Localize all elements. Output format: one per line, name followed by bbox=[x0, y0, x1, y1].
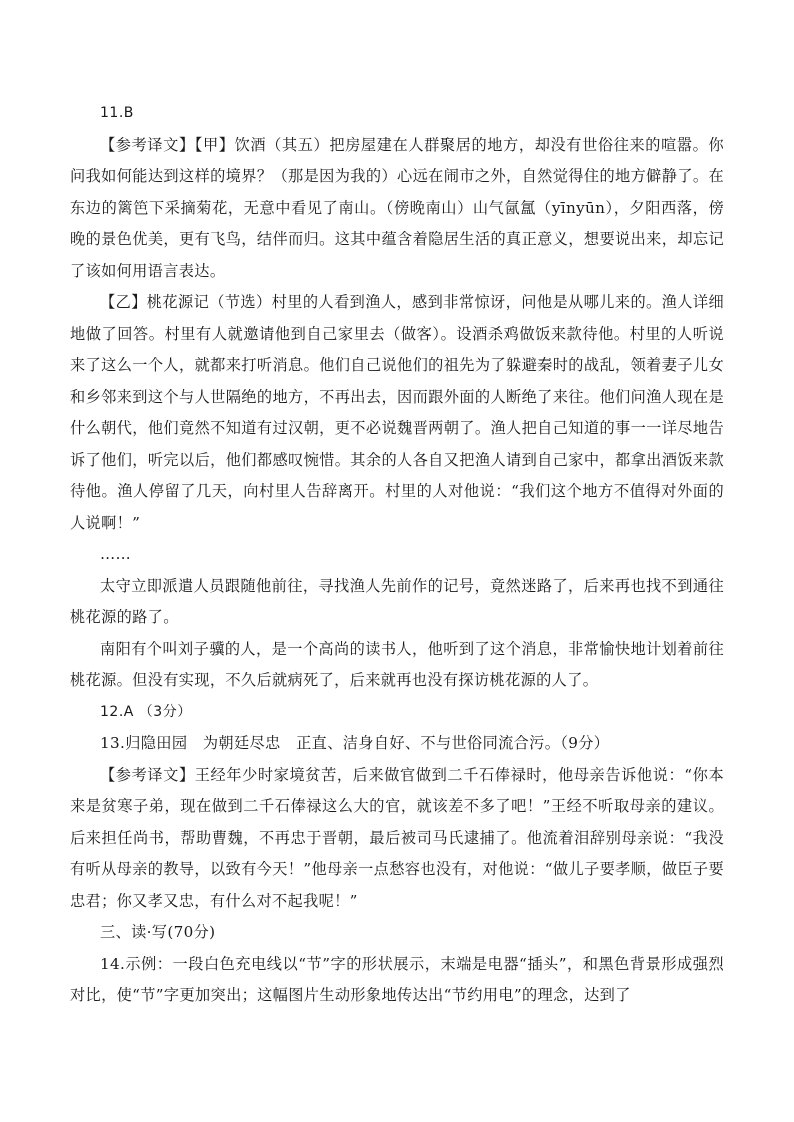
document-body bbox=[70, 98, 724, 1012]
q11-paragraph-4: 南阳有个叫刘子骥的人，是一个高尚的读书人，他听到了这个消息，非常愉快地计划着前往桃花源。但没有实现，不久后就病死了，后来就再也没有探访桃花源的人了。 bbox=[70, 639, 724, 689]
q11-paragraph-3: 太守立即派遣人员跟随他前往，寻找渔人先前作的记号，竟然迷路了，后来再也找不到通往桃花源的路了。 bbox=[70, 576, 724, 626]
q13-answer: 13.归隐田园 为朝廷尽忠 正直、洁身自好、不与世俗同流合污。（9分） bbox=[100, 734, 610, 752]
q11-translation-jia: 【参考译文】【甲】饮酒（其五）把房屋建在人群聚居的地方，却没有世俗往来的喧嚣。你问我如何能达到这样的境界？（那是因为我的）心远在闹市之外，自然觉得住的地方僻静了。在东边的篱笆下采摘菊花，无意中看见了南山。（傍晚南山）山气氤氲（yīnyūn），夕阳西落，傍晚的景色优美，更有飞鸟，结伴而归。这其中蕴含着隐居生活的真正意义，想要说出来，却忘记了该如何用语言表达。 bbox=[70, 135, 724, 280]
q12-answer: 12.A （3分） bbox=[100, 703, 192, 720]
q11-translation-yi: 【乙】桃花源记（节选）村里的人看到渔人，感到非常惊讶，问他是从哪儿来的。渔人详细地做了回答。村里有人就邀请他到自己家里去（做客）。设酒杀鸡做饭来款待他。村里的人听说来了这么一个人，就都来打听消息。他们自己说他们的祖先为了躲避秦时的战乱，领着妻子儿女和乡邻来到这个与人世隔绝的地方，不再出去，因而跟外面的人断绝了来往。他们问渔人现在是什么朝代，他们竟然不知道有过汉朝，更不必说魏晋两朝了。渔人把自己知道的事一一详尽地告诉了他们，听完以后，他们都感叹惋惜。其余的人各自又把渔人请到自己家中，都拿出酒饭来款待他。渔人停留了几天，向村里人告辞离开。村里的人对他说：“我们这个地方不值得对外面的人说啊！” bbox=[70, 293, 724, 532]
section-heading: 三、读·写(70分) bbox=[100, 923, 216, 941]
q13-translation: 【参考译文】王经年少时家境贫苦，后来做官做到二千石俸禄时，他母亲告诉他说：“你本来是贫寒子弟，现在做到二千石俸禄这么大的官，就该差不多了吧！”王经不听取母亲的建议。后来担任尚书，帮助曹魏，不再忠于晋朝，最后被司马氏逮捕了。他流着泪辞别母亲说：“我没有听从母亲的教导，以致有今天！”他母亲一点愁容也没有，对他说：“做儿子要孝顺，做臣子要忠君；你又孝又忠，有什么对不起我呢！” bbox=[70, 765, 724, 910]
q14-answer: 14.示例：一段白色充电线以“节”字的形状展示，末端是电器“插头”，和黑色背景形成强烈对比，使“节”字更加突出；这幅图片生动形象地传达出“节约用电”的理念，达到了 bbox=[70, 954, 724, 1004]
ellipsis: …… bbox=[100, 545, 132, 563]
q11-answer: 11.B bbox=[100, 105, 134, 121]
